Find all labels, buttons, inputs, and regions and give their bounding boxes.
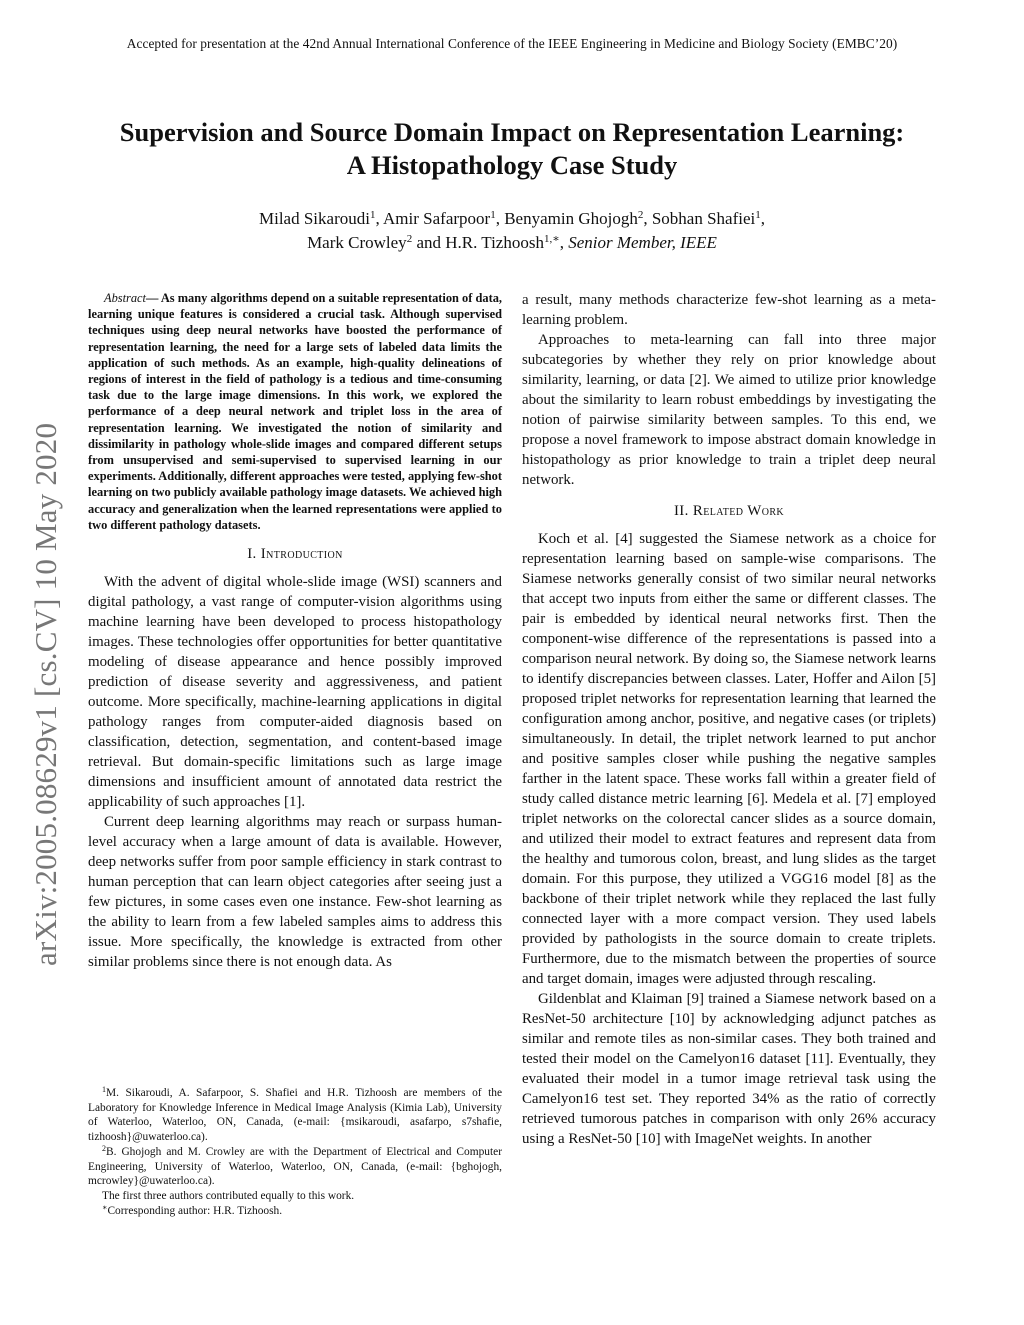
footnote-mark: 1 xyxy=(102,1085,106,1094)
affiliation-mark: 2 xyxy=(406,233,413,245)
author-name: and H.R. Tizhoosh xyxy=(412,233,544,252)
footnote-mark: 2 xyxy=(102,1143,106,1153)
conference-note: Accepted for presentation at the 42nd Annual International Conference of the IEEE Engineering in Medicine and Biology Society (EMBC’20) xyxy=(126,36,898,51)
paragraph: Koch et al. [4] suggested the Siamese network as a choice for representation learning based on sample-wise comparisons. The Siamese networks generally consist of two similar neural networks that accept two inputs from either the same or different classes. The pair is embedded by identical neural networks first. Then the component-wise difference of the representations is passed into a comparison neural network. By doing so, the Siamese network learns to identify discrepancies between classes. Later, Hoffer and Ailon [5] proposed triplet networks for representation learning that learned the configuration among anchor, positive, and negative cases (or triplets) simultaneously. In detail, the triplet network learned to put anchor and positive samples closer while pushing the negative samples farther in the latent space. These works fall within a greater field of study called distance metric learning [6]. Medela et al. [7] employed triplet networks on the colorectal cancer slides as a source domain, and utilized their model to extract features and represent data from the healthy and tumorous colon, breast, and lung slides as the target domain. For this purpose, they utilized a VGG16 model [8] as the backbone of their triplet network while they replaced the last fully connected layer with a more compact version. They used labels provided by pathologists in the source domain to create triplets. Furthermore, due to the mismatch between the properties of source and target domain, images were adjusted through rescaling. xyxy=(522,531,936,987)
arxiv-identifier: arXiv:2005.08629v1 [cs.CV] 10 May 2020 xyxy=(28,422,63,966)
author-role: Senior Member, IEEE xyxy=(568,233,717,252)
author-separator: , xyxy=(559,233,569,252)
footnote-text: M. Sikaroudi, A. Safarpoor, S. Shafiei and H.R. Tizhoosh are members of the Laboratory for Knowledge Inference in Medical Image Analysis (Kimia Lab), University of Waterloo, Waterloo, ON, Canada, (e-mail: {msikaroudi, asafarpo, s7shafie, tizhoosh}@uwaterloo.ca). xyxy=(88,1087,502,1144)
footnote xyxy=(88,1189,502,1204)
author-name: Mark Crowley xyxy=(307,233,407,252)
paper-title xyxy=(60,116,964,182)
paragraph-continuation: a result, many methods characterize few-shot learning as a meta-learning problem. xyxy=(522,292,936,328)
right-column xyxy=(522,290,936,1149)
author-separator: , xyxy=(760,209,765,228)
affiliation-mark: 1,∗ xyxy=(543,233,560,245)
footnote-text: The first three authors contributed equally to this work. xyxy=(102,1189,355,1202)
abstract-label: Abstract xyxy=(104,291,146,305)
abstract-text: — As many algorithms depend on a suitable representation of data, learning unique features is considered a crucial task. Although supervised techniques using deep neural networks have boosted the performance of representation learning, the need for a large sets of labeled data limits the application of such methods. As an example, high-quality delineations of regions of interest in the field of pathology is a tedious and time-consuming task due to the large image dimensions. In this work, we explored the performance of a deep neural network and triplet loss in the area of representation learning. We investigated the notion of similarity and dissimilarity in pathology whole-slide images and compared different setups from unsupervised and semi-supervised to supervised learning in our experiments. Additionally, different approaches were tested, applying few-shot learning on two publicly available pathology image datasets. We achieved high accuracy and generalization when the learned representations were applied to two different pathology datasets. xyxy=(88,291,502,532)
footnote xyxy=(88,1204,502,1219)
affiliation-mark: 1 xyxy=(490,209,496,221)
footnotes xyxy=(88,1086,502,1218)
paragraph: Current deep learning algorithms may reach or surpass human-level accuracy when a large amount of data is available. However, deep networks suffer from poor sample efficiency in stark contrast to human perception that can learn object categories after seeing just a few pictures, in some cases even one instance. Few-shot learning as the ability to learn from a few labeled samples aims to address this issue. More specifically, the knowledge is extracted from other similar problems since there is not enough data. As xyxy=(88,814,502,971)
affiliation-mark: 1 xyxy=(755,209,761,221)
author-list xyxy=(60,207,964,255)
footnote-text: Corresponding author: H.R. Tizhoosh. xyxy=(107,1204,283,1217)
affiliation-mark: 2 xyxy=(637,209,644,221)
paragraph: With the advent of digital whole-slide image (WSI) scanners and digital pathology, a vast range of computer-vision algorithms using machine learning have been developed to process histopathology images. These technologies offer opportunities for better quantitative modeling of disease appearance and hence possibly improved prediction of disease severity and aggressiveness, and patient outcome. More specifically, machine-learning applications in digital pathology ranges from computer-aided diagnosis based on classification, detection, segmentation, and content-based image retrieval. But domain-specific limitations such as large image dimensions and insufficient amount of annotated data restrict the applicability of such approaches [1]. xyxy=(88,574,502,811)
paragraph: Approaches to meta-learning can fall into three major subcategories by whether they rely on prior knowledge about similarity, learning, or data [2]. We aimed to utilize prior knowledge about the similarity to learn robust embeddings by investigating the notion of pairwise similarity between samples. To this end, we propose a novel framework to impose abstract domain knowledge in histopathology as prior knowledge to train a triplet deep neural network. xyxy=(522,332,936,488)
author-name: Milad Sikaroudi xyxy=(259,209,370,228)
section-heading-related-work: II. Related Work xyxy=(673,503,785,519)
section-heading-introduction: I. Introduction xyxy=(247,546,343,563)
footnote-mark: ∗ xyxy=(102,1202,108,1212)
author-name: , Amir Safarpoor xyxy=(375,209,491,228)
affiliation-mark: 1 xyxy=(369,209,376,221)
title-line-1: Supervision and Source Domain Impact on Representation Learning: xyxy=(119,117,905,147)
paragraph: Gildenblat and Klaiman [9] trained a Siamese network based on a ResNet-50 architecture [10] by acknowledging adjunct patches as similar and remote tiles as non-similar cases. They both trained and tested their model on the Camelyon16 dataset [11]. Eventually, they evaluated their model in a tumor image retrieval task using the Camelyon16 test set. They reported 34% as the ratio of correctly retrieved tumorous patches in comparison with only 26% accuracy using a ResNet-50 [10] with ImageNet weights. In another xyxy=(522,991,936,1147)
author-name: , Benyamin Ghojogh xyxy=(495,209,638,228)
title-line-2: A Histopathology Case Study xyxy=(346,150,678,180)
footnote xyxy=(88,1145,502,1189)
abstract xyxy=(88,290,502,533)
footnote xyxy=(88,1086,502,1145)
author-name: , Sobhan Shafiei xyxy=(643,209,756,228)
left-column xyxy=(88,290,502,972)
footnote-text: B. Ghojogh and M. Crowley are with the Department of Electrical and Computer Engineering, University of Waterloo, Waterloo, ON, Canada, (e-mail: {bghojogh, mcrowley}@uwaterloo.ca). xyxy=(88,1145,502,1188)
